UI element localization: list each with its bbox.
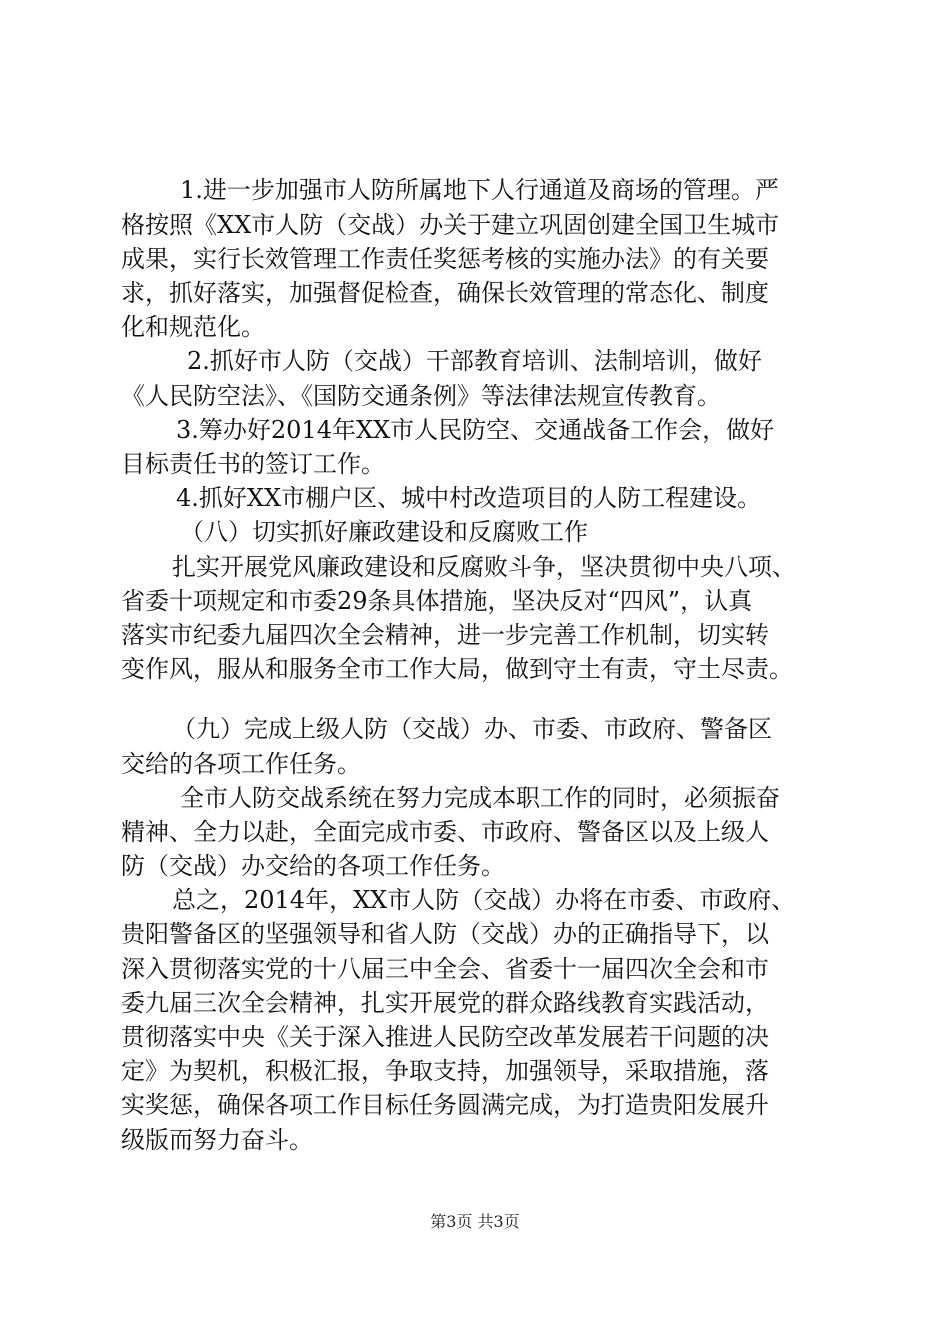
- text-line: 定》为契机，积极汇报，争取支持，加强领导，采取措施，落: [121, 1057, 769, 1085]
- text-line: 目标责任书的签订工作。: [121, 450, 385, 478]
- page-footer: 第3页 共3页: [430, 1212, 520, 1231]
- text-line: 总之，2014年，XX市人防（交战）办将在市委、市政府、: [172, 886, 796, 914]
- text-line: 省委十项规定和市委29条具体措施，坚决反对“四风”，认真: [121, 587, 753, 615]
- text-line: 防（交战）办交给的各项工作任务。: [121, 852, 505, 880]
- section-heading: （八）切实抓好廉政建设和反腐败工作: [180, 518, 588, 546]
- text-line: 变作风，服从和服务全市工作大局，做到守土有责，守土尽责。: [121, 655, 793, 683]
- text-line: 化和规范化。: [121, 313, 265, 341]
- text-line: 精神、全力以赴，全面完成市委、市政府、警备区以及上级人: [121, 818, 769, 846]
- text-line: 4.抓好XX市棚户区、城中村改造项目的人防工程建设。: [176, 484, 762, 512]
- text-line: 级版而努力奋斗。: [121, 1126, 313, 1154]
- text-line: 1.进一步加强市人防所属地下人行通道及商场的管理。严: [180, 176, 779, 204]
- text-line: 贯彻落实中央《关于深入推进人民防空改革发展若干问题的决: [121, 1023, 769, 1051]
- text-line: 求，抓好落实，加强督促检查，确保长效管理的常态化、制度: [121, 279, 769, 307]
- text-line: 落实市纪委九届四次全会精神，进一步完善工作机制，切实转: [121, 621, 769, 649]
- text-line: 实奖惩，确保各项工作目标任务圆满完成，为打造贵阳发展升: [121, 1091, 769, 1119]
- text-line: 委九届三次全会精神，扎实开展党的群众路线教育实践活动，: [121, 989, 769, 1017]
- text-line: 格按照《XX市人防（交战）办关于建立巩固创建全国卫生城市: [121, 211, 780, 239]
- section-heading: （九）完成上级人防（交战）办、市委、市政府、警备区: [172, 715, 772, 743]
- text-line: 深入贯彻落实党的十八届三中全会、省委十一届四次全会和市: [121, 955, 769, 983]
- text-line: 《人民防空法》、《国防交通条例》等法律法规宣传教育。: [121, 382, 721, 410]
- text-line: 扎实开展党风廉政建设和反腐败斗争，坚决贯彻中央八项、: [172, 553, 796, 581]
- text-line: 全市人防交战系统在努力完成本职工作的同时，必须振奋: [180, 784, 780, 812]
- text-line: 2.抓好市人防（交战）干部教育培训、法制培训，做好: [187, 347, 762, 375]
- text-line: 贵阳警备区的坚强领导和省人防（交战）办的正确指导下，以: [121, 920, 769, 948]
- text-line: 成果，实行长效管理工作责任奖惩考核的实施办法》的有关要: [121, 245, 769, 273]
- text-line: 3.筹办好2014年XX市人民防空、交通战备工作会，做好: [176, 416, 775, 444]
- text-line: 交给的各项工作任务。: [121, 750, 361, 778]
